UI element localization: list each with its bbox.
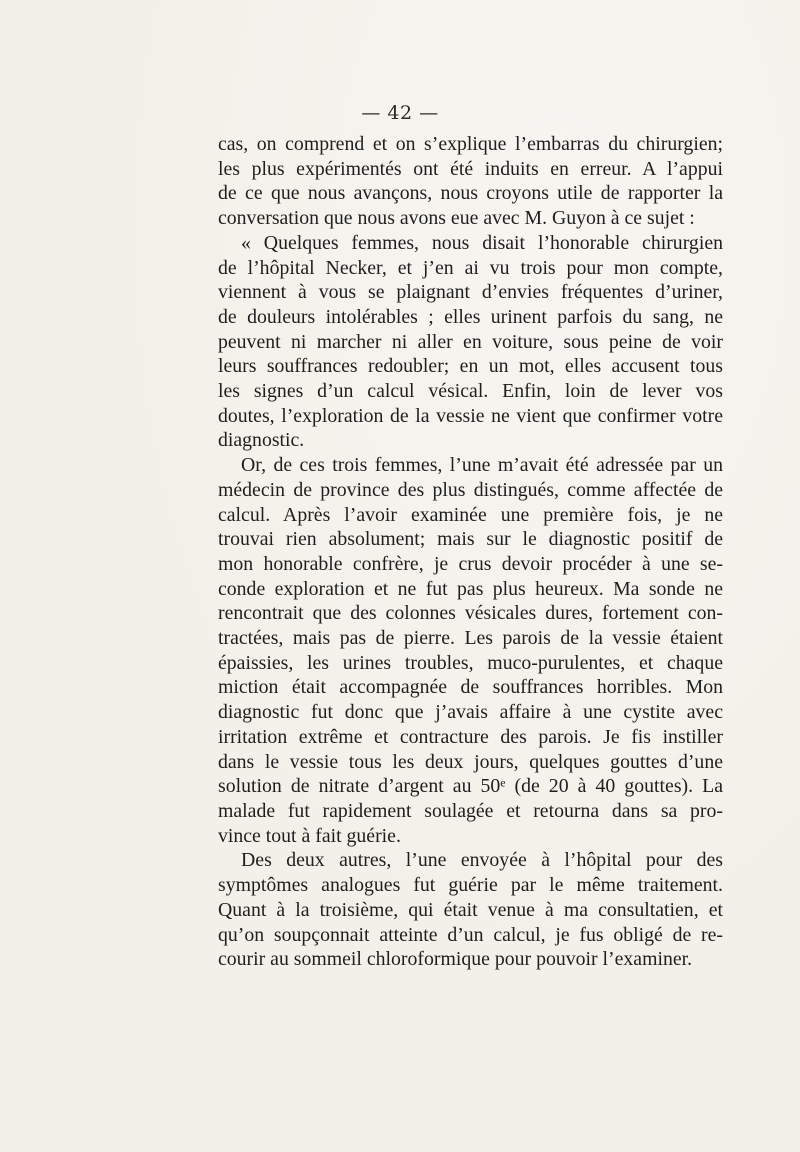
- text-line: peuvent ni marcher ni aller en voiture, sous peine de voir: [218, 330, 723, 353]
- text-line: diagnostic fut donc que j’avais affaire à une cystite avec: [218, 701, 723, 724]
- text-line: les plus expérimentés ont été induits en erreur. A l’appui: [218, 157, 723, 180]
- text-line: Des deux autres, l’une envoyée à l’hôpital pour des: [241, 849, 723, 872]
- text-line: cas, on comprend et on s’explique l’embarras du chirurgien;: [218, 133, 723, 155]
- text-line: solution de nitrate d’argent au 50ᵉ (de 20 à 40 gouttes). La: [218, 775, 723, 798]
- text-line: calcul. Après l’avoir examinée une première fois, je ne: [218, 503, 723, 526]
- text-line: vince tout à fait guérie.: [218, 824, 401, 847]
- text-line: qu’on soupçonnait atteinte d’un calcul, je fus obligé de re-: [218, 923, 723, 946]
- paragraph: [218, 231, 723, 453]
- body-text: [218, 132, 723, 972]
- text-line: rencontrait que des colonnes vésicales dures, fortement con-: [218, 602, 723, 625]
- text-line: « Quelques femmes, nous disait l’honorable chirurgien: [241, 231, 723, 254]
- paragraph: [218, 453, 723, 848]
- paragraph: [218, 848, 723, 972]
- text-line: miction était accompagnée de souffrances horribles. Mon: [218, 676, 723, 699]
- text-line: Or, de ces trois femmes, l’une m’avait été adressée par un: [241, 454, 723, 477]
- page-number: — 42 —: [361, 102, 439, 124]
- text-line: Quant à la troisième, qui était venue à ma consultatien, et: [218, 898, 723, 921]
- text-line: doutes, l’exploration de la vessie ne vient que confirmer votre: [218, 404, 723, 427]
- paragraph: [218, 132, 723, 231]
- text-line: de ce que nous avançons, nous croyons utile de rapporter la: [218, 182, 723, 205]
- text-line: médecin de province des plus distingués, comme affectée de: [218, 478, 723, 501]
- text-line: leurs souffrances redoubler; en un mot, elles accusent tous: [218, 355, 723, 378]
- text-line: mon honorable confrère, je crus devoir procéder à une se-: [218, 552, 723, 575]
- text-line: trouvai rien absolument; mais sur le diagnostic positif de: [218, 528, 723, 551]
- text-line: les signes d’un calcul vésical. Enfin, loin de lever vos: [218, 380, 723, 403]
- text-line: symptômes analogues fut guérie par le même traitement.: [218, 874, 723, 897]
- text-line: courir au sommeil chloroformique pour pouvoir l’examiner.: [218, 948, 693, 971]
- text-line: malade fut rapidement soulagée et retourna dans sa pro-: [218, 799, 723, 822]
- text-line: de l’hôpital Necker, et j’en ai vu trois pour mon compte,: [218, 256, 723, 279]
- text-line: tractées, mais pas de pierre. Les parois de la vessie étaient: [218, 627, 723, 650]
- text-line: épaissies, les urines troubles, muco-purulentes, et chaque: [218, 651, 723, 674]
- text-line: viennent à vous se plaignant d’envies fréquentes d’uriner,: [218, 281, 723, 304]
- text-line: dans le vessie tous les deux jours, quelques gouttes d’une: [218, 750, 723, 773]
- text-line: conversation que nous avons eue avec M. Guyon à ce sujet :: [218, 207, 695, 230]
- text-line: diagnostic.: [218, 429, 305, 452]
- text-line: conde exploration et ne fut pas plus heureux. Ma sonde ne: [218, 577, 723, 600]
- text-line: de douleurs intolérables ; elles urinent parfois du sang, ne: [218, 305, 723, 328]
- text-line: irritation extrême et contracture des parois. Je fis instiller: [218, 725, 723, 748]
